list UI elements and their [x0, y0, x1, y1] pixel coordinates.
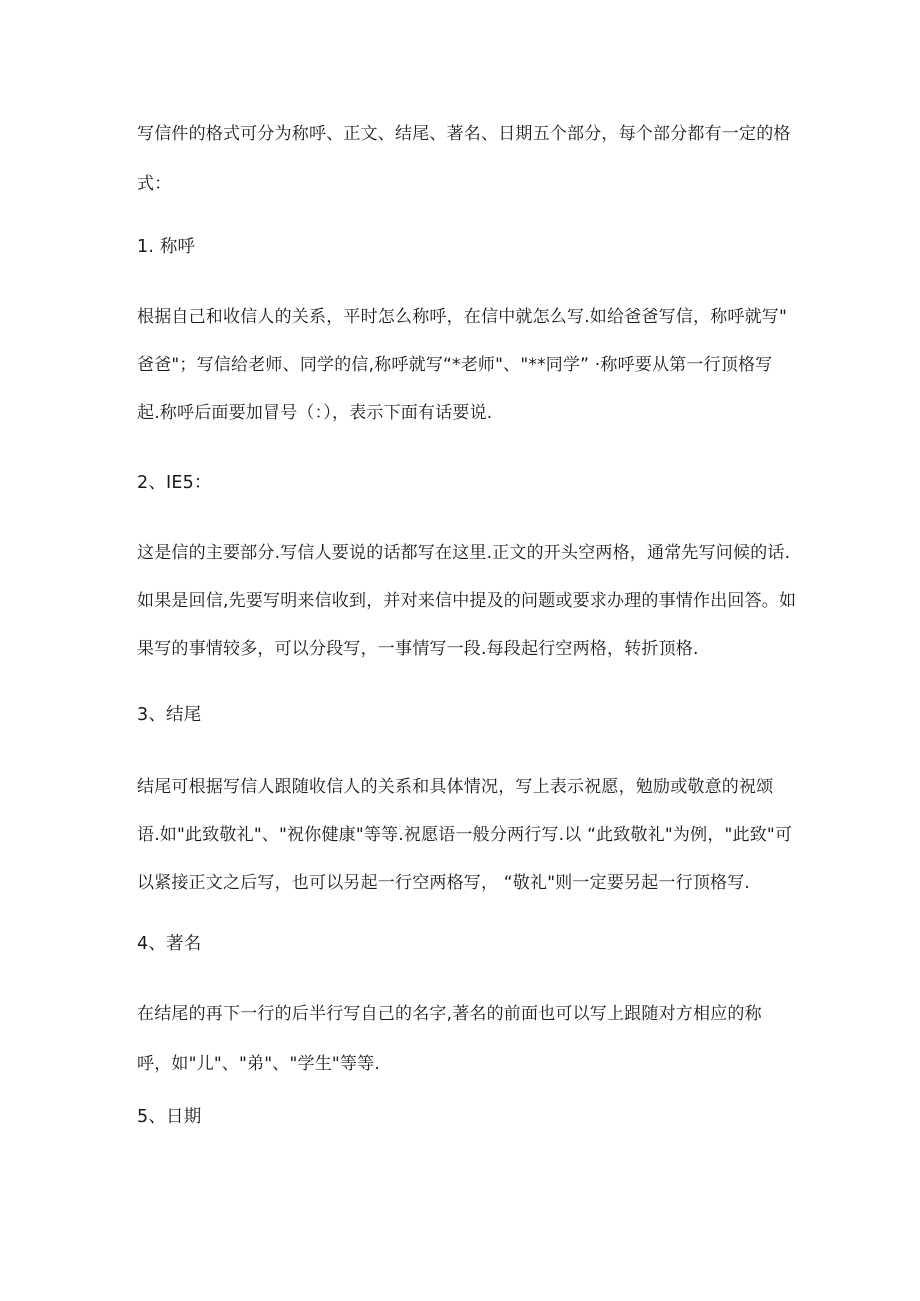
body-paragraph-line-1: 这是信的主要部分.写信人要说的话都写在这里.正文的开头空两格，通常先写问候的话. — [137, 543, 791, 563]
section-heading-body: 2、IE5： — [137, 473, 212, 493]
intro-line-1: 写信件的格式可分为称呼、正文、结尾、著名、日期五个部分，每个部分都有一定的格 — [137, 124, 791, 144]
salutation-paragraph-line-3: 起.称呼后面要加冒号（：），表示下面有话要说. — [137, 403, 493, 423]
section-heading-date: 5、日期 — [137, 1107, 202, 1127]
section-heading-salutation: 1. 称呼 — [137, 237, 196, 257]
salutation-paragraph-line-2: 爸爸"；写信给老师、同学的信,称呼就写“*老师"、"**同学” ·称呼要从第一行顶格写 — [137, 355, 773, 375]
body-paragraph-line-2: 如果是回信,先要写明来信收到，并对来信中提及的问题或要求办理的事情作出回答。如 — [137, 591, 797, 611]
closing-paragraph-line-1: 结尾可根据写信人跟随收信人的关系和具体情况，写上表示祝愿，勉励或敬意的祝颂 — [137, 777, 774, 797]
section-heading-closing: 3、结尾 — [137, 705, 202, 725]
salutation-paragraph-line-1: 根据自己和收信人的关系，平时怎么称呼，在信中就怎么写.如给爸爸写信，称呼就写" — [137, 307, 788, 327]
intro-line-2: 式： — [137, 174, 172, 194]
signature-paragraph-line-2: 呼，如"儿"、"弟"、"学生"等等. — [137, 1054, 380, 1074]
signature-paragraph-line-1: 在结尾的再下一行的后半行写自己的名字,著名的前面也可以写上跟随对方相应的称 — [137, 1004, 762, 1024]
closing-paragraph-line-2: 语.如"此致敬礼"、"祝你健康"等等.祝愿语一般分两行写.以 “此致敬礼"为例，"此致"可 — [137, 825, 793, 845]
section-heading-signature: 4、著名 — [137, 934, 202, 954]
body-paragraph-line-3: 果写的事情较多，可以分段写，一事情写一段.每段起行空两格，转折顶格. — [137, 639, 699, 659]
closing-paragraph-line-3: 以紧接正文之后写，也可以另起一行空两格写， “敬礼"则一定要另起一行顶格写. — [137, 873, 751, 893]
